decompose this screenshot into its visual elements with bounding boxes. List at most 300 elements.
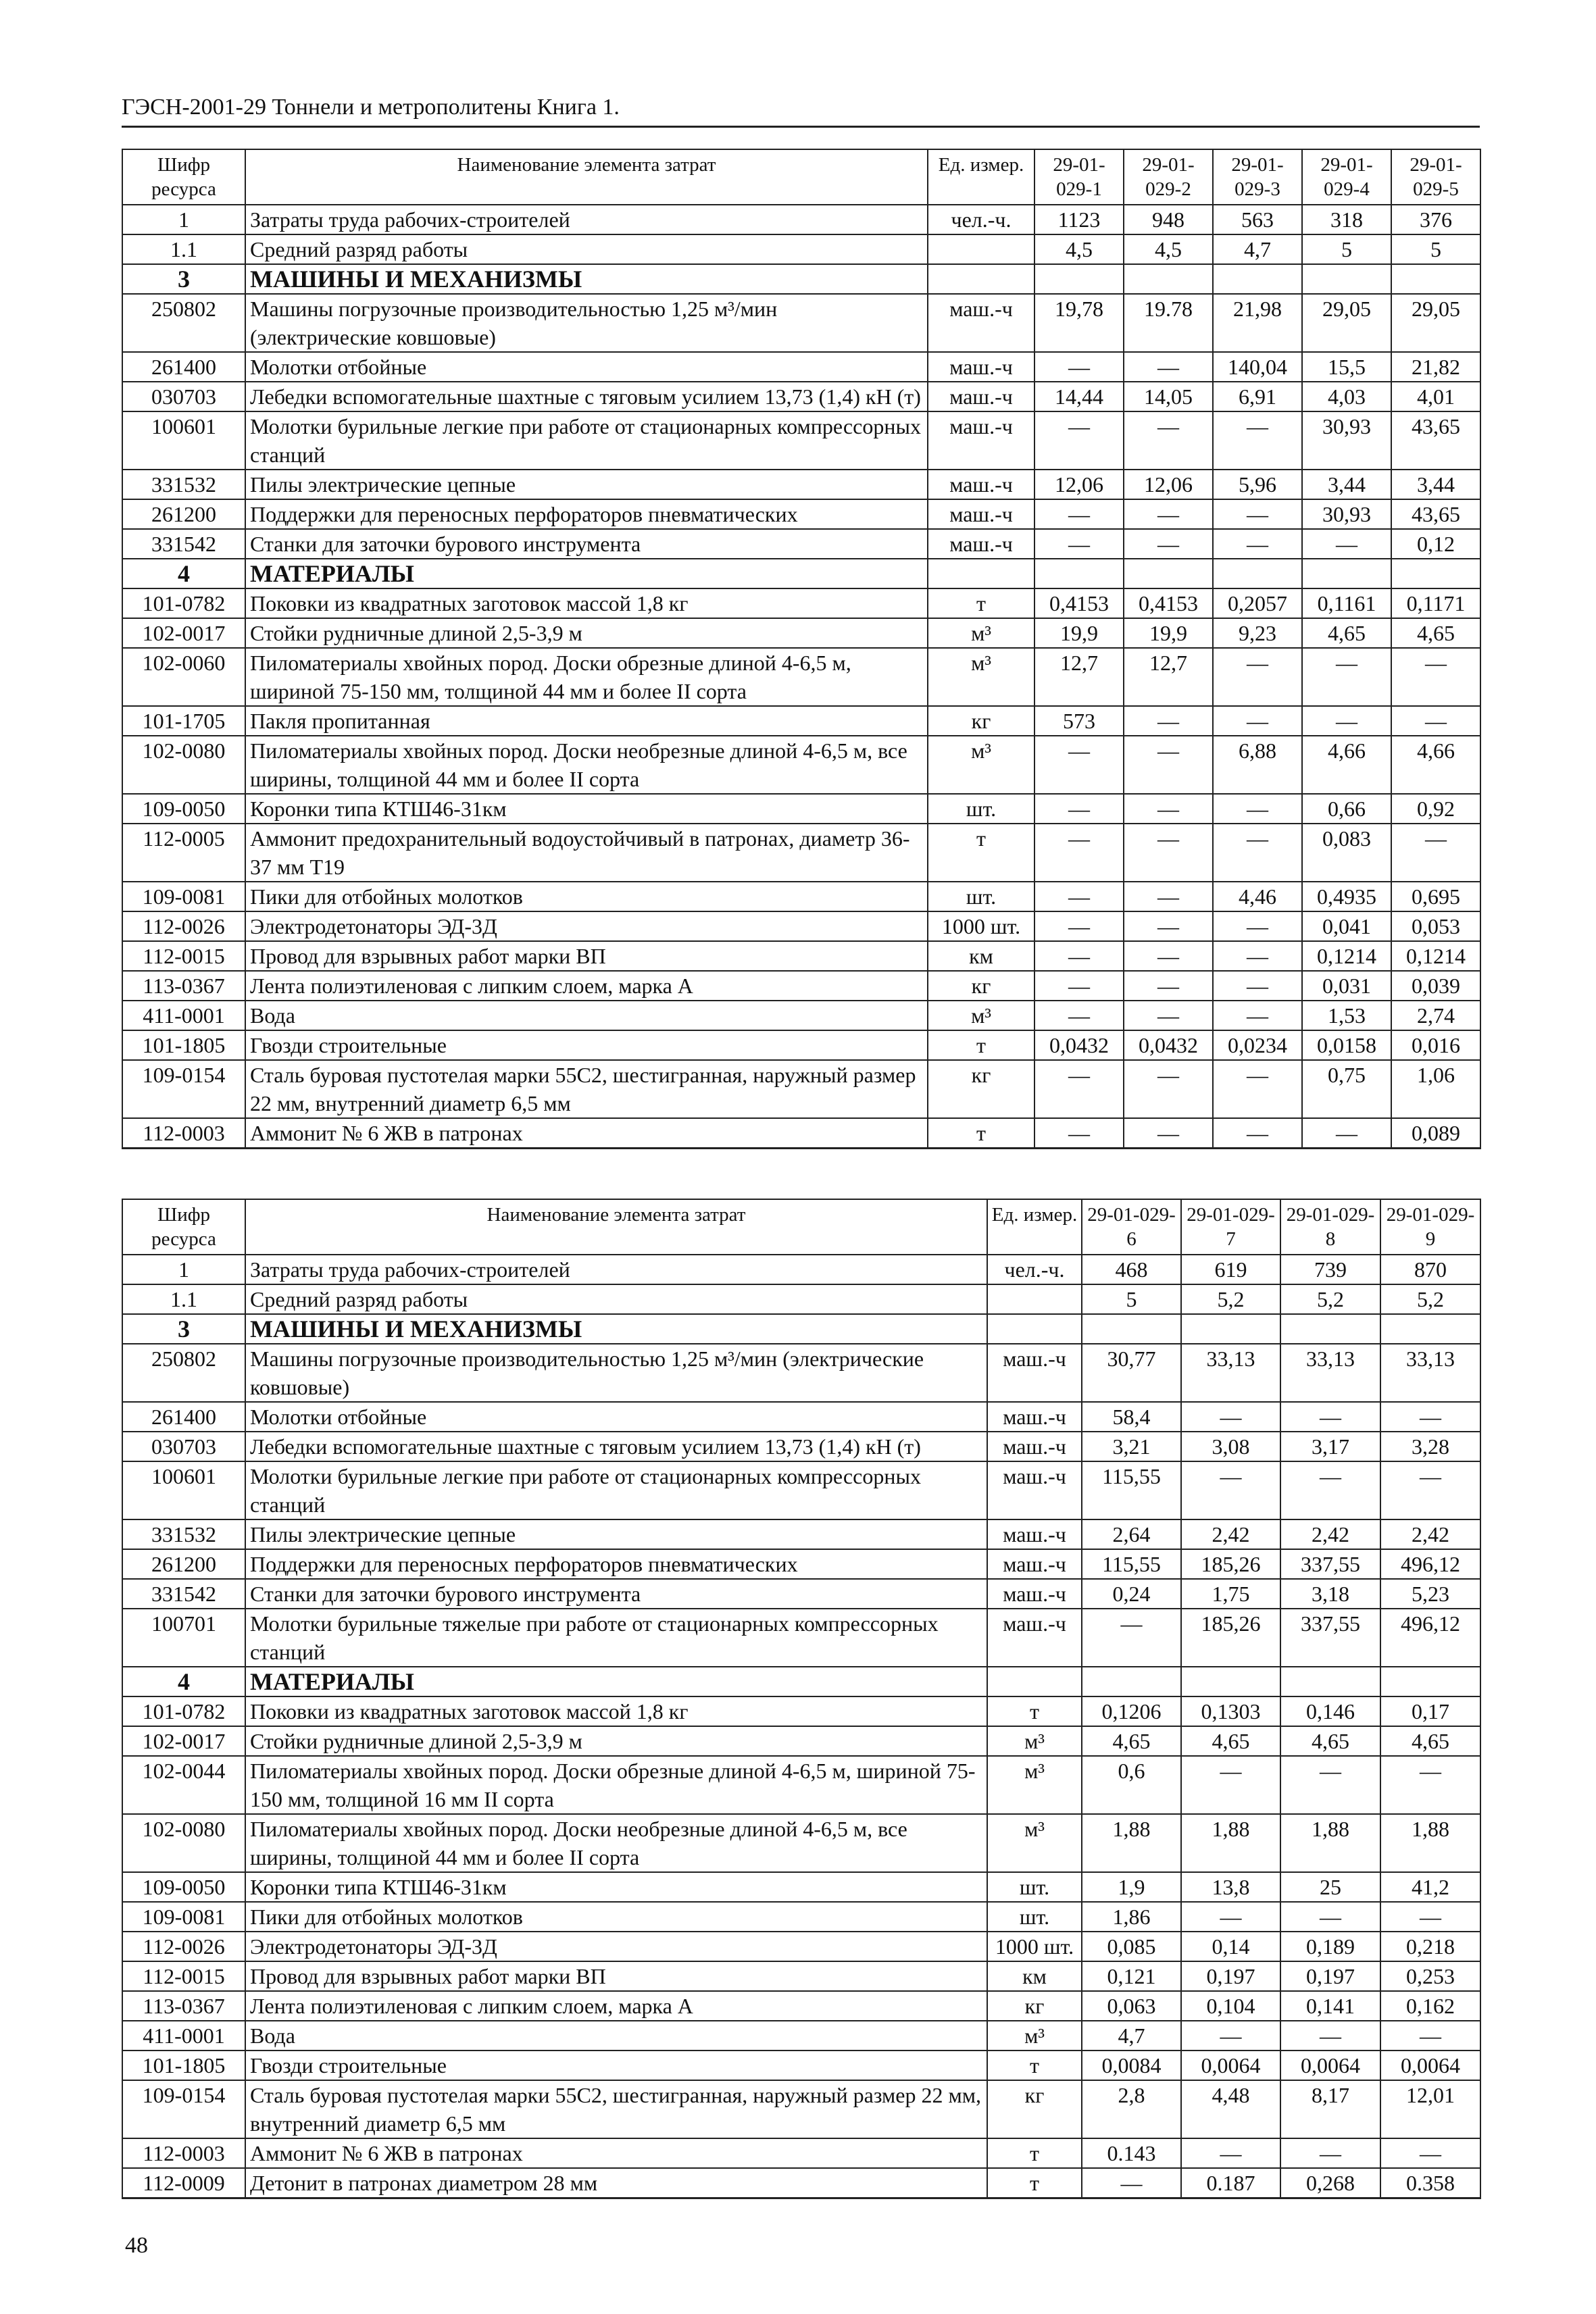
norm-value-cell: 13,8 xyxy=(1181,1872,1280,1902)
resource-code-cell: 331542 xyxy=(122,529,245,559)
norm-value-cell: 12,7 xyxy=(1034,648,1124,706)
unit-cell: кг xyxy=(928,706,1034,736)
norm-value-cell: 1,88 xyxy=(1082,1814,1181,1872)
table-row xyxy=(122,411,1480,470)
norm-value-cell: 0,0158 xyxy=(1302,1030,1391,1060)
unit-cell: т xyxy=(987,2168,1082,2198)
table-row xyxy=(122,1030,1480,1060)
norm-value-cell: 0,1171 xyxy=(1391,588,1480,618)
norm-value-cell: — xyxy=(1181,2138,1280,2168)
unit-cell: маш.-ч xyxy=(928,294,1034,352)
table-row xyxy=(122,1609,1480,1667)
norm-value-cell xyxy=(1034,559,1124,588)
unit-cell: кг xyxy=(987,2080,1082,2138)
norm-value-cell xyxy=(1302,264,1391,294)
norm-value-cell: — xyxy=(1302,706,1391,736)
resource-code-cell: 102-0080 xyxy=(122,1814,245,1872)
column-header-norm: 29-01-029-7 xyxy=(1181,1199,1280,1255)
unit-cell: м³ xyxy=(987,2021,1082,2051)
unit-cell xyxy=(987,1284,1082,1314)
norm-value-cell xyxy=(1181,1667,1280,1696)
norm-value-cell: 0,104 xyxy=(1181,1991,1280,2021)
norm-value-cell: 4,5 xyxy=(1124,234,1213,264)
norm-value-cell: — xyxy=(1302,648,1391,706)
unit-cell: маш.-ч xyxy=(928,470,1034,499)
norm-value-cell: — xyxy=(1034,736,1124,794)
cost-element-name-cell: Коронки типа КТШ46-31км xyxy=(245,794,928,824)
unit-cell: км xyxy=(987,1961,1082,1991)
norm-value-cell xyxy=(1213,559,1302,588)
norm-value-cell: 0,253 xyxy=(1380,1961,1480,1991)
unit-cell: км xyxy=(928,941,1034,971)
resource-code-cell: 109-0050 xyxy=(122,794,245,824)
resource-code-cell: 1 xyxy=(122,1255,245,1284)
table-row xyxy=(122,971,1480,1001)
resource-code-cell: 331532 xyxy=(122,470,245,499)
norm-value-cell: 2,42 xyxy=(1280,1519,1380,1549)
section-row xyxy=(122,264,1480,294)
norm-value-cell: 43,65 xyxy=(1391,411,1480,470)
resource-code-cell: 030703 xyxy=(122,1432,245,1461)
norm-value-cell: — xyxy=(1181,2021,1280,2051)
norm-value-cell: 19,78 xyxy=(1034,294,1124,352)
unit-cell: т xyxy=(928,1118,1034,1149)
unit-cell: т xyxy=(987,2138,1082,2168)
resource-code-cell: 112-0003 xyxy=(122,1118,245,1149)
norm-value-cell xyxy=(1181,1314,1280,1344)
norm-value-cell: 6,88 xyxy=(1213,736,1302,794)
unit-cell: маш.-ч xyxy=(928,382,1034,411)
norm-value-cell: 1,88 xyxy=(1181,1814,1280,1872)
unit-cell: т xyxy=(987,1696,1082,1726)
cost-element-name-cell: Молотки бурильные тяжелые при работе от стационарных компрессорных станций xyxy=(245,1609,987,1667)
norm-value-cell: 3,44 xyxy=(1302,470,1391,499)
norm-value-cell: 12,06 xyxy=(1124,470,1213,499)
norm-value-cell: — xyxy=(1124,352,1213,382)
cost-element-name-cell: Станки для заточки бурового инструмента xyxy=(245,1579,987,1609)
norm-value-cell: — xyxy=(1034,1001,1124,1030)
norm-value-cell: 5,2 xyxy=(1280,1284,1380,1314)
unit-cell: маш.-ч xyxy=(928,529,1034,559)
unit-cell xyxy=(928,234,1034,264)
norm-value-cell: — xyxy=(1034,1060,1124,1118)
column-header-norm: 29-01-029-2 xyxy=(1124,149,1213,205)
norm-value-cell: — xyxy=(1034,824,1124,882)
table-row xyxy=(122,1756,1480,1814)
norm-value-cell: 3,44 xyxy=(1391,470,1480,499)
norm-value-cell: 30,77 xyxy=(1082,1344,1181,1402)
norm-value-cell xyxy=(1302,559,1391,588)
norm-value-cell: — xyxy=(1213,648,1302,706)
resource-code-cell: 102-0044 xyxy=(122,1756,245,1814)
norm-value-cell: 4,7 xyxy=(1082,2021,1181,2051)
table-row xyxy=(122,470,1480,499)
resource-code-cell: 102-0060 xyxy=(122,648,245,706)
table-row xyxy=(122,529,1480,559)
norm-value-cell: 5 xyxy=(1391,234,1480,264)
norm-value-cell xyxy=(1213,264,1302,294)
unit-cell: шт. xyxy=(928,882,1034,911)
cost-element-name-cell: Стойки рудничные длиной 2,5-3,9 м xyxy=(245,1726,987,1756)
norm-value-cell: 0,218 xyxy=(1380,1932,1480,1961)
cost-element-name-cell: Электродетонаторы ЭД-3Д xyxy=(245,1932,987,1961)
unit-cell: 1000 шт. xyxy=(987,1932,1082,1961)
cost-element-name-cell: Пиломатериалы хвойных пород. Доски обрезные длиной 4-6,5 м, шириной 75-150 мм, толщиной 44 мм и более II сорта xyxy=(245,648,928,706)
norm-value-cell: 948 xyxy=(1124,205,1213,234)
cost-element-name-cell: Пилы электрические цепные xyxy=(245,470,928,499)
norm-value-cell: 573 xyxy=(1034,706,1124,736)
resource-code-cell: 113-0367 xyxy=(122,1991,245,2021)
norm-value-cell xyxy=(1280,1667,1380,1696)
table-row xyxy=(122,1284,1480,1314)
norm-value-cell: 19,9 xyxy=(1124,618,1213,648)
column-header-norm: 29-01-029-1 xyxy=(1034,149,1124,205)
norm-value-cell: — xyxy=(1181,1461,1280,1519)
cost-element-name-cell: Пиломатериалы хвойных пород. Доски необрезные длиной 4-6,5 м, все ширины, толщиной 44 мм и более II сорта xyxy=(245,1814,987,1872)
norm-value-cell: — xyxy=(1124,736,1213,794)
norm-value-cell: — xyxy=(1380,2138,1480,2168)
norm-value-cell: 1,88 xyxy=(1380,1814,1480,1872)
norm-value-cell: 4,48 xyxy=(1181,2080,1280,2138)
norm-value-cell: 1,06 xyxy=(1391,1060,1480,1118)
resource-code-cell: 112-0026 xyxy=(122,911,245,941)
norm-value-cell: 0.143 xyxy=(1082,2138,1181,2168)
norm-value-cell: 1123 xyxy=(1034,205,1124,234)
table-row xyxy=(122,1519,1480,1549)
norm-value-cell: 14,05 xyxy=(1124,382,1213,411)
cost-element-name-cell: Молотки бурильные легкие при работе от стационарных компрессорных станций xyxy=(245,1461,987,1519)
norm-value-cell: 185,26 xyxy=(1181,1609,1280,1667)
norm-value-cell: 8,17 xyxy=(1280,2080,1380,2138)
table-body-1 xyxy=(122,205,1480,1149)
norm-value-cell: 0,12 xyxy=(1391,529,1480,559)
resource-code-cell: 411-0001 xyxy=(122,1001,245,1030)
norm-value-cell: 0,6 xyxy=(1082,1756,1181,1814)
resource-code-cell: 101-0782 xyxy=(122,1696,245,1726)
norm-value-cell: 0,189 xyxy=(1280,1932,1380,1961)
norm-value-cell: — xyxy=(1213,499,1302,529)
norm-value-cell: — xyxy=(1380,1461,1480,1519)
norm-value-cell: 0,1206 xyxy=(1082,1696,1181,1726)
norm-value-cell: — xyxy=(1034,971,1124,1001)
table-row xyxy=(122,499,1480,529)
norm-value-cell: 4,65 xyxy=(1391,618,1480,648)
norm-value-cell: 1,88 xyxy=(1280,1814,1380,1872)
resource-code-cell: 331542 xyxy=(122,1579,245,1609)
cost-element-name-cell: Поддержки для переносных перфораторов пневматических xyxy=(245,1549,987,1579)
table-row xyxy=(122,1402,1480,1432)
norm-value-cell: 58,4 xyxy=(1082,1402,1181,1432)
norm-value-cell: — xyxy=(1380,1902,1480,1932)
cost-element-name-cell: Молотки отбойные xyxy=(245,1402,987,1432)
norm-value-cell: 0,0234 xyxy=(1213,1030,1302,1060)
norm-value-cell xyxy=(1082,1314,1181,1344)
norm-value-cell: 3,21 xyxy=(1082,1432,1181,1461)
norm-value-cell: — xyxy=(1213,1060,1302,1118)
norm-value-cell: — xyxy=(1124,971,1213,1001)
norm-value-cell: 0,0064 xyxy=(1181,2051,1280,2080)
norms-table-2 xyxy=(122,1199,1481,2199)
norm-value-cell: — xyxy=(1213,941,1302,971)
unit-cell: маш.-ч xyxy=(987,1609,1082,1667)
norm-value-cell: 12,01 xyxy=(1380,2080,1480,2138)
column-header-code: Шифр ресурса xyxy=(122,1199,245,1255)
norm-value-cell: 0,162 xyxy=(1380,1991,1480,2021)
resource-code-cell: 102-0017 xyxy=(122,1726,245,1756)
norm-value-cell: — xyxy=(1082,2168,1181,2198)
table-row xyxy=(122,648,1480,706)
norm-value-cell xyxy=(1391,264,1480,294)
norm-value-cell: — xyxy=(1034,352,1124,382)
section-row xyxy=(122,1314,1480,1344)
norm-value-cell: 376 xyxy=(1391,205,1480,234)
norm-value-cell: 4,66 xyxy=(1391,736,1480,794)
norm-value-cell: 0,063 xyxy=(1082,1991,1181,2021)
table-row xyxy=(122,736,1480,794)
norm-value-cell: — xyxy=(1124,794,1213,824)
norm-value-cell: — xyxy=(1082,1609,1181,1667)
unit-cell: маш.-ч xyxy=(987,1402,1082,1432)
resource-code-cell: 1.1 xyxy=(122,234,245,264)
unit-cell: маш.-ч xyxy=(987,1461,1082,1519)
norm-value-cell: — xyxy=(1380,1402,1480,1432)
norm-value-cell: 0,146 xyxy=(1280,1696,1380,1726)
norm-value-cell: 1,9 xyxy=(1082,1872,1181,1902)
table-row xyxy=(122,618,1480,648)
norm-value-cell: — xyxy=(1280,2021,1380,2051)
norm-value-cell: 0,197 xyxy=(1181,1961,1280,1991)
norm-value-cell: 33,13 xyxy=(1280,1344,1380,1402)
unit-cell: чел.-ч. xyxy=(928,205,1034,234)
cost-element-name-cell: МАШИНЫ И МЕХАНИЗМЫ xyxy=(245,264,928,294)
cost-element-name-cell: Пики для отбойных молотков xyxy=(245,1902,987,1932)
norm-value-cell: 4,65 xyxy=(1302,618,1391,648)
norm-value-cell: 0,0064 xyxy=(1380,2051,1480,2080)
resource-code-cell: 3 xyxy=(122,264,245,294)
norm-value-cell: — xyxy=(1302,1118,1391,1149)
unit-cell: шт. xyxy=(928,794,1034,824)
table-row xyxy=(122,382,1480,411)
norm-value-cell: — xyxy=(1213,824,1302,882)
resource-code-cell: 100601 xyxy=(122,411,245,470)
norm-value-cell: 41,2 xyxy=(1380,1872,1480,1902)
norm-value-cell: — xyxy=(1124,706,1213,736)
table-row xyxy=(122,1579,1480,1609)
cost-element-name-cell: Провод для взрывных работ марки ВП xyxy=(245,1961,987,1991)
cost-element-name-cell: Пакля пропитанная xyxy=(245,706,928,736)
norm-value-cell: 4,03 xyxy=(1302,382,1391,411)
norm-value-cell: 337,55 xyxy=(1280,1609,1380,1667)
norm-value-cell: 30,93 xyxy=(1302,411,1391,470)
norm-value-cell: 0.187 xyxy=(1181,2168,1280,2198)
norm-value-cell: 0,083 xyxy=(1302,824,1391,882)
norm-value-cell: — xyxy=(1034,882,1124,911)
norm-value-cell: 1,53 xyxy=(1302,1001,1391,1030)
unit-cell: м³ xyxy=(928,1001,1034,1030)
norm-value-cell: 0,197 xyxy=(1280,1961,1380,1991)
norm-value-cell: 0.358 xyxy=(1380,2168,1480,2198)
resource-code-cell: 101-1805 xyxy=(122,2051,245,2080)
norm-value-cell: 0,0432 xyxy=(1124,1030,1213,1060)
table-row xyxy=(122,1001,1480,1030)
norm-value-cell: 3,18 xyxy=(1280,1579,1380,1609)
norm-value-cell: — xyxy=(1034,941,1124,971)
table-row xyxy=(122,234,1480,264)
norm-value-cell: 0,4153 xyxy=(1034,588,1124,618)
norm-value-cell: — xyxy=(1124,1001,1213,1030)
cost-element-name-cell: Вода xyxy=(245,1001,928,1030)
column-header-norm: 29-01-029-9 xyxy=(1380,1199,1480,1255)
norm-value-cell: — xyxy=(1124,411,1213,470)
norm-value-cell: 2,42 xyxy=(1380,1519,1480,1549)
resource-code-cell: 331532 xyxy=(122,1519,245,1549)
table-row xyxy=(122,2138,1480,2168)
norm-value-cell: — xyxy=(1213,1118,1302,1149)
norm-value-cell: 4,66 xyxy=(1302,736,1391,794)
unit-cell: т xyxy=(928,1030,1034,1060)
norm-value-cell: 0,085 xyxy=(1082,1932,1181,1961)
norm-value-cell: 14,44 xyxy=(1034,382,1124,411)
norm-value-cell: 4,65 xyxy=(1181,1726,1280,1756)
resource-code-cell: 109-0050 xyxy=(122,1872,245,1902)
unit-cell: 1000 шт. xyxy=(928,911,1034,941)
norm-value-cell: 0,17 xyxy=(1380,1696,1480,1726)
norm-value-cell: 33,13 xyxy=(1380,1344,1480,1402)
norm-value-cell: 115,55 xyxy=(1082,1461,1181,1519)
cost-element-name-cell: Сталь буровая пустотелая марки 55С2, шестигранная, наружный размер 22 мм, внутренний диаметр 6,5 мм xyxy=(245,2080,987,2138)
norm-value-cell: — xyxy=(1213,1001,1302,1030)
resource-code-cell: 261200 xyxy=(122,1549,245,1579)
table-row xyxy=(122,941,1480,971)
norm-value-cell xyxy=(1380,1314,1480,1344)
norm-value-cell xyxy=(1124,559,1213,588)
norm-value-cell: — xyxy=(1124,1060,1213,1118)
table-body-2 xyxy=(122,1255,1480,2198)
resource-code-cell: 112-0003 xyxy=(122,2138,245,2168)
cost-element-name-cell: Станки для заточки бурового инструмента xyxy=(245,529,928,559)
cost-element-name-cell: Поковки из квадратных заготовок массой 1,8 кг xyxy=(245,588,928,618)
resource-code-cell: 1.1 xyxy=(122,1284,245,1314)
norm-value-cell: 1,86 xyxy=(1082,1902,1181,1932)
norm-value-cell: 2,42 xyxy=(1181,1519,1280,1549)
resource-code-cell: 101-0782 xyxy=(122,588,245,618)
norm-value-cell: 0,089 xyxy=(1391,1118,1480,1149)
norm-value-cell: 0,141 xyxy=(1280,1991,1380,2021)
table-row xyxy=(122,794,1480,824)
section-row xyxy=(122,1667,1480,1696)
norm-value-cell: — xyxy=(1280,1402,1380,1432)
norm-value-cell: — xyxy=(1280,1461,1380,1519)
resource-code-cell: 261400 xyxy=(122,1402,245,1432)
norm-value-cell: 3,08 xyxy=(1181,1432,1280,1461)
cost-element-name-cell: Стойки рудничные длиной 2,5-3,9 м xyxy=(245,618,928,648)
norm-value-cell xyxy=(1391,559,1480,588)
norm-value-cell: — xyxy=(1034,911,1124,941)
table-row xyxy=(122,1726,1480,1756)
column-header-unit: Ед. измер. xyxy=(987,1199,1082,1255)
norm-value-cell: 0,2057 xyxy=(1213,588,1302,618)
unit-cell: т xyxy=(987,2051,1082,2080)
norm-value-cell xyxy=(1124,264,1213,294)
norm-value-cell: 3,28 xyxy=(1380,1432,1480,1461)
norm-value-cell: — xyxy=(1213,911,1302,941)
cost-element-name-cell: Пиломатериалы хвойных пород. Доски обрезные длиной 4-6,5 м, шириной 75-150 мм, толщиной 16 мм II сорта xyxy=(245,1756,987,1814)
resource-code-cell: 109-0154 xyxy=(122,1060,245,1118)
resource-code-cell: 102-0017 xyxy=(122,618,245,648)
resource-code-cell: 261200 xyxy=(122,499,245,529)
table-row xyxy=(122,352,1480,382)
norm-value-cell: — xyxy=(1213,411,1302,470)
table-row xyxy=(122,2021,1480,2051)
unit-cell xyxy=(987,1667,1082,1696)
table-row xyxy=(122,1060,1480,1118)
cost-element-name-cell: Аммонит № 6 ЖВ в патронах xyxy=(245,2138,987,2168)
resource-code-cell: 102-0080 xyxy=(122,736,245,794)
norm-value-cell: 30,93 xyxy=(1302,499,1391,529)
unit-cell: м³ xyxy=(987,1726,1082,1756)
cost-element-name-cell: Молотки бурильные легкие при работе от стационарных компрессорных станций xyxy=(245,411,928,470)
cost-element-name-cell: Молотки отбойные xyxy=(245,352,928,382)
column-header-unit: Ед. измер. xyxy=(928,149,1034,205)
table-row xyxy=(122,1696,1480,1726)
table-row xyxy=(122,1118,1480,1149)
cost-element-name-cell: Вода xyxy=(245,2021,987,2051)
norm-value-cell: 5,23 xyxy=(1380,1579,1480,1609)
norm-value-cell: 4,46 xyxy=(1213,882,1302,911)
norm-value-cell: 0,24 xyxy=(1082,1579,1181,1609)
unit-cell: т xyxy=(928,588,1034,618)
norm-value-cell: — xyxy=(1213,794,1302,824)
resource-code-cell: 4 xyxy=(122,1667,245,1696)
norm-value-cell: 4,65 xyxy=(1380,1726,1480,1756)
unit-cell: м³ xyxy=(928,736,1034,794)
table-row xyxy=(122,1255,1480,1284)
norm-value-cell: 5,2 xyxy=(1380,1284,1480,1314)
norm-value-cell: 5 xyxy=(1082,1284,1181,1314)
resource-code-cell: 112-0009 xyxy=(122,2168,245,2198)
norm-value-cell: 870 xyxy=(1380,1255,1480,1284)
table-row xyxy=(122,1432,1480,1461)
norm-value-cell: — xyxy=(1034,499,1124,529)
norm-value-cell: 25 xyxy=(1280,1872,1380,1902)
resource-code-cell: 250802 xyxy=(122,1344,245,1402)
norm-value-cell: 5 xyxy=(1302,234,1391,264)
cost-element-name-cell: Аммонит № 6 ЖВ в патронах xyxy=(245,1118,928,1149)
norm-value-cell xyxy=(1280,1314,1380,1344)
cost-element-name-cell: МАШИНЫ И МЕХАНИЗМЫ xyxy=(245,1314,987,1344)
norm-value-cell: 21,82 xyxy=(1391,352,1480,382)
table-row xyxy=(122,824,1480,882)
norm-value-cell: 0,0084 xyxy=(1082,2051,1181,2080)
table-row xyxy=(122,882,1480,911)
norm-value-cell: 0,039 xyxy=(1391,971,1480,1001)
norm-value-cell: — xyxy=(1280,1902,1380,1932)
cost-element-name-cell: Детонит в патронах диаметром 28 мм xyxy=(245,2168,987,2198)
norm-value-cell: 115,55 xyxy=(1082,1549,1181,1579)
resource-code-cell: 112-0015 xyxy=(122,1961,245,1991)
resource-code-cell: 261400 xyxy=(122,352,245,382)
norm-value-cell: — xyxy=(1391,824,1480,882)
norm-value-cell: 9,23 xyxy=(1213,618,1302,648)
cost-element-name-cell: Коронки типа КТШ46-31км xyxy=(245,1872,987,1902)
resource-code-cell: 100701 xyxy=(122,1609,245,1667)
norm-value-cell: — xyxy=(1213,706,1302,736)
norm-value-cell: — xyxy=(1302,529,1391,559)
resource-code-cell: 109-0081 xyxy=(122,1902,245,1932)
resource-code-cell: 113-0367 xyxy=(122,971,245,1001)
table-row xyxy=(122,1902,1480,1932)
norm-value-cell: 185,26 xyxy=(1181,1549,1280,1579)
